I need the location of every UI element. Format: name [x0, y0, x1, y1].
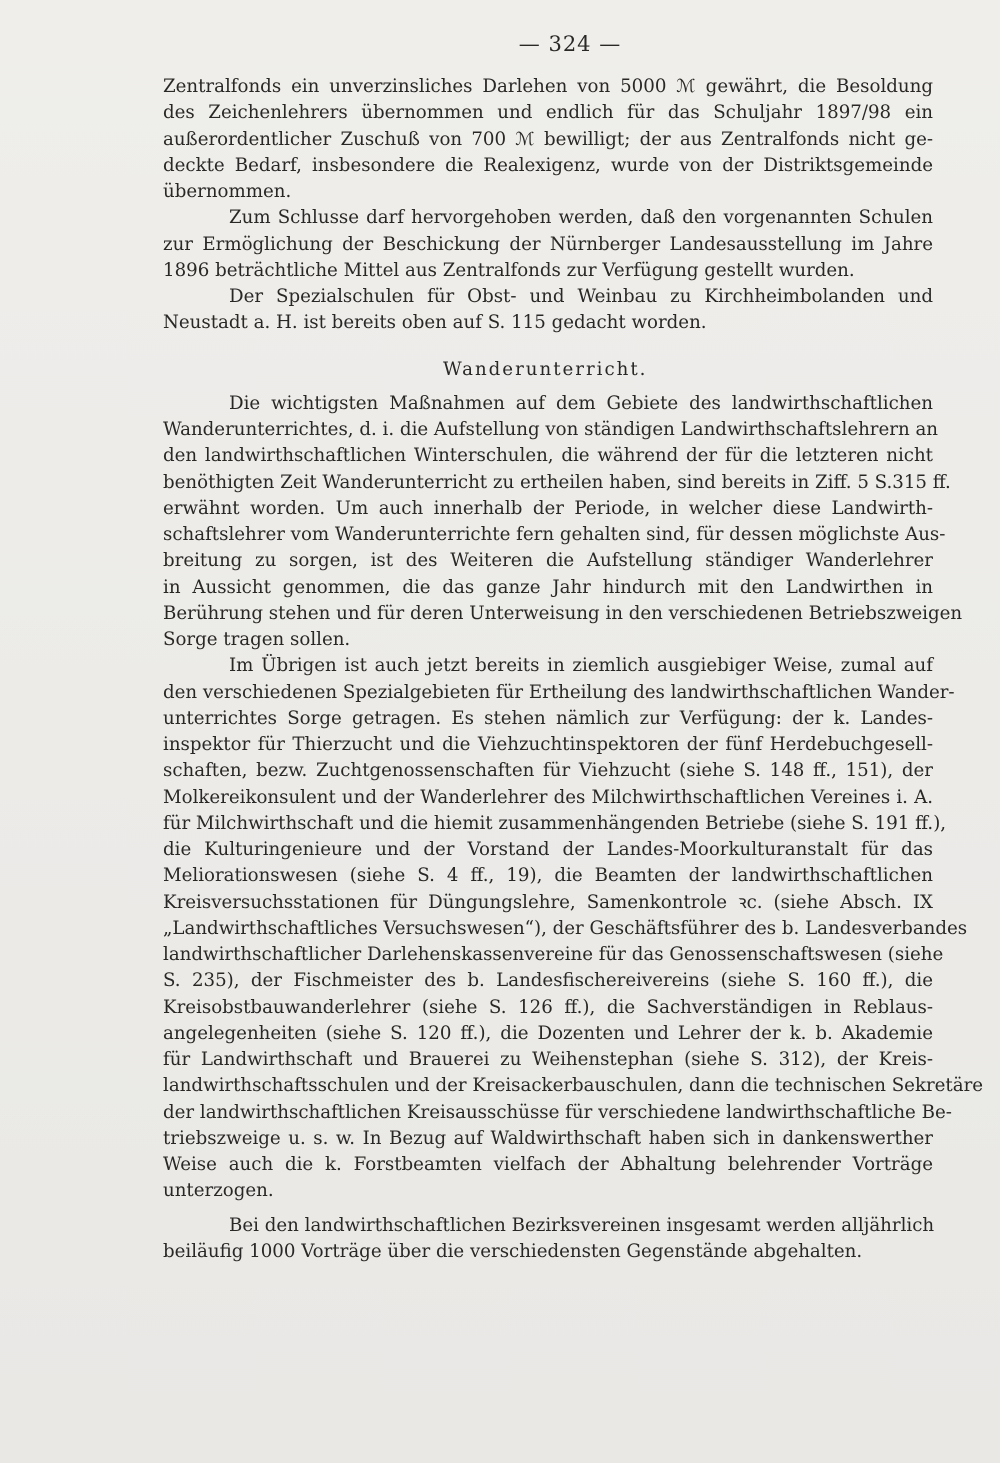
text-line: landwirthschaftsschulen und der Kreisackerbauschulen, dann die technischen Sekretäre — [163, 1075, 984, 1097]
text-line: landwirthschaftlicher Darlehenskassenvereine für das Genossenschaftswesen (siehe — [163, 944, 944, 965]
text-line: Sorge tragen sollen. — [163, 629, 351, 650]
text-line: Weise auch die k. Forstbeamten vielfach der Abhaltung belehrender Vorträge — [163, 1154, 933, 1175]
text-line: die Kulturingenieure und der Vorstand der Landes-Moorkulturanstalt für das — [163, 839, 933, 860]
text-line: den verschiedenen Spezialgebieten für Ertheilung des landwirthschaftlichen Wander- — [163, 681, 955, 703]
text-line: den landwirthschaftlichen Winterschulen, die während der für die letzteren nicht — [163, 445, 933, 467]
text-line: S. 235), der Fischmeister des b. Landesfischereivereins (siehe S. 160 ff.), die — [163, 970, 933, 992]
text-line: außerordentlicher Zuschuß von 700 ℳ bewilligt; der aus Zentralfonds nicht ge- — [163, 128, 933, 150]
text-line: schaftslehrer vom Wanderunterrichte fern gehalten sind, für dessen möglichste Aus- — [163, 524, 946, 545]
text-line: Kreisversuchsstationen für Düngungslehre, Samenkontrole ꝛc. (siehe Absch. IX — [163, 891, 933, 913]
text-line: Molkereikonsulent und der Wanderlehrer des Milchwirthschaftlichen Vereines i. A. — [163, 786, 933, 808]
text-line: Berührung stehen und für deren Unterweisung in den verschiedenen Betriebszweigen — [163, 602, 963, 624]
text-line: beiläufig 1000 Vorträge über die verschiedensten Gegenstände abgehalten. — [163, 1240, 863, 1262]
text-line: erwähnt worden. Um auch innerhalb der Periode, in welcher diese Landwirth- — [163, 497, 933, 519]
text-line: triebszweige u. s. w. In Bezug auf Waldwirthschaft haben sich in dankenswerther — [163, 1127, 933, 1149]
text-line: 1896 beträchtliche Mittel aus Zentralfonds zur Verfügung gestellt wurden. — [163, 259, 855, 281]
text-line: Im Übrigen ist auch jetzt bereits in ziemlich ausgiebiger Weise, zumal auf — [229, 655, 933, 677]
text-line: unterrichtes Sorge getragen. Es stehen nämlich zur Verfügung: der k. Landes- — [163, 707, 933, 729]
text-line: Bei den landwirthschaftlichen Bezirksvereinen insgesamt werden alljährlich — [229, 1214, 935, 1236]
text-line: „Landwirthschaftliches Versuchswesen“), der Geschäftsführer des b. Landesverbandes — [163, 917, 968, 939]
text-line: Neustadt a. H. ist bereits oben auf S. 115 gedacht worden. — [163, 312, 707, 334]
text-line: deckte Bedarf, insbesondere die Realexigenz, wurde von der Distriktsgemeinde — [163, 154, 933, 176]
text-line: Zentralfonds ein unverzinsliches Darlehen von 5000 ℳ gewährt, die Besoldung — [163, 76, 933, 97]
text-line: Wanderunterrichtes, d. i. die Aufstellung von ständigen Landwirthschaftslehrern an — [163, 419, 939, 440]
section-heading: Wanderunterricht. — [443, 358, 648, 380]
text-line: Zum Schlusse darf hervorgehoben werden, daß den vorgenannten Schulen — [229, 207, 933, 229]
text-line: schaften, bezw. Zuchtgenossenschaften für Viehzucht (siehe S. 148 ff., 151), der — [163, 760, 933, 782]
text-line: Kreisobstbauwanderlehrer (siehe S. 126 ff.), die Sachverständigen in Reblaus- — [163, 996, 933, 1018]
section-gap — [163, 383, 933, 391]
text-line: übernommen. — [163, 181, 292, 202]
text-line: des Zeichenlehrers übernommen und endlich für das Schuljahr 1897/98 ein — [163, 102, 933, 124]
text-line: unterzogen. — [163, 1180, 274, 1202]
text-line: Der Spezialschulen für Obst- und Weinbau zu Kirchheimbolanden und — [229, 286, 933, 307]
text-line: zur Ermöglichung der Beschickung der Nürnberger Landesausstellung im Jahre — [163, 233, 933, 255]
text-line: angelegenheiten (siehe S. 120 ff.), die Dozenten und Lehrer der k. b. Akademie — [163, 1022, 933, 1044]
text-line: Meliorationswesen (siehe S. 4 ff., 19), die Beamten der landwirthschaftlichen — [163, 865, 933, 887]
text-line: in Aussicht genommen, die das ganze Jahr hindurch mit den Landwirthen in — [163, 576, 933, 598]
section-gap — [163, 337, 933, 357]
body-text — [163, 74, 984, 1265]
paragraph-gap — [163, 1205, 933, 1213]
text-line: Die wichtigsten Maßnahmen auf dem Gebiete des landwirthschaftlichen — [229, 392, 933, 414]
text-line: inspektor für Thierzucht und die Viehzuchtinspektoren der fünf Herdebuchgesell- — [163, 734, 933, 755]
text-line: breitung zu sorgen, ist des Weiteren die Aufstellung ständiger Wanderlehrer — [163, 550, 933, 572]
text-line: für Milchwirthschaft und die hiemit zusammenhängenden Betriebe (siehe S. 191 ff.), — [163, 812, 947, 834]
text-line: der landwirthschaftlichen Kreisausschüsse für verschiedene landwirthschaftliche Be- — [163, 1101, 952, 1123]
page-number: — 324 — — [518, 32, 622, 56]
text-line: benöthigten Zeit Wanderunterricht zu ertheilen haben, sind bereits in Ziff. 5 S.315 ff. — [163, 471, 951, 493]
text-line: für Landwirthschaft und Brauerei zu Weihenstephan (siehe S. 312), der Kreis- — [163, 1049, 933, 1070]
